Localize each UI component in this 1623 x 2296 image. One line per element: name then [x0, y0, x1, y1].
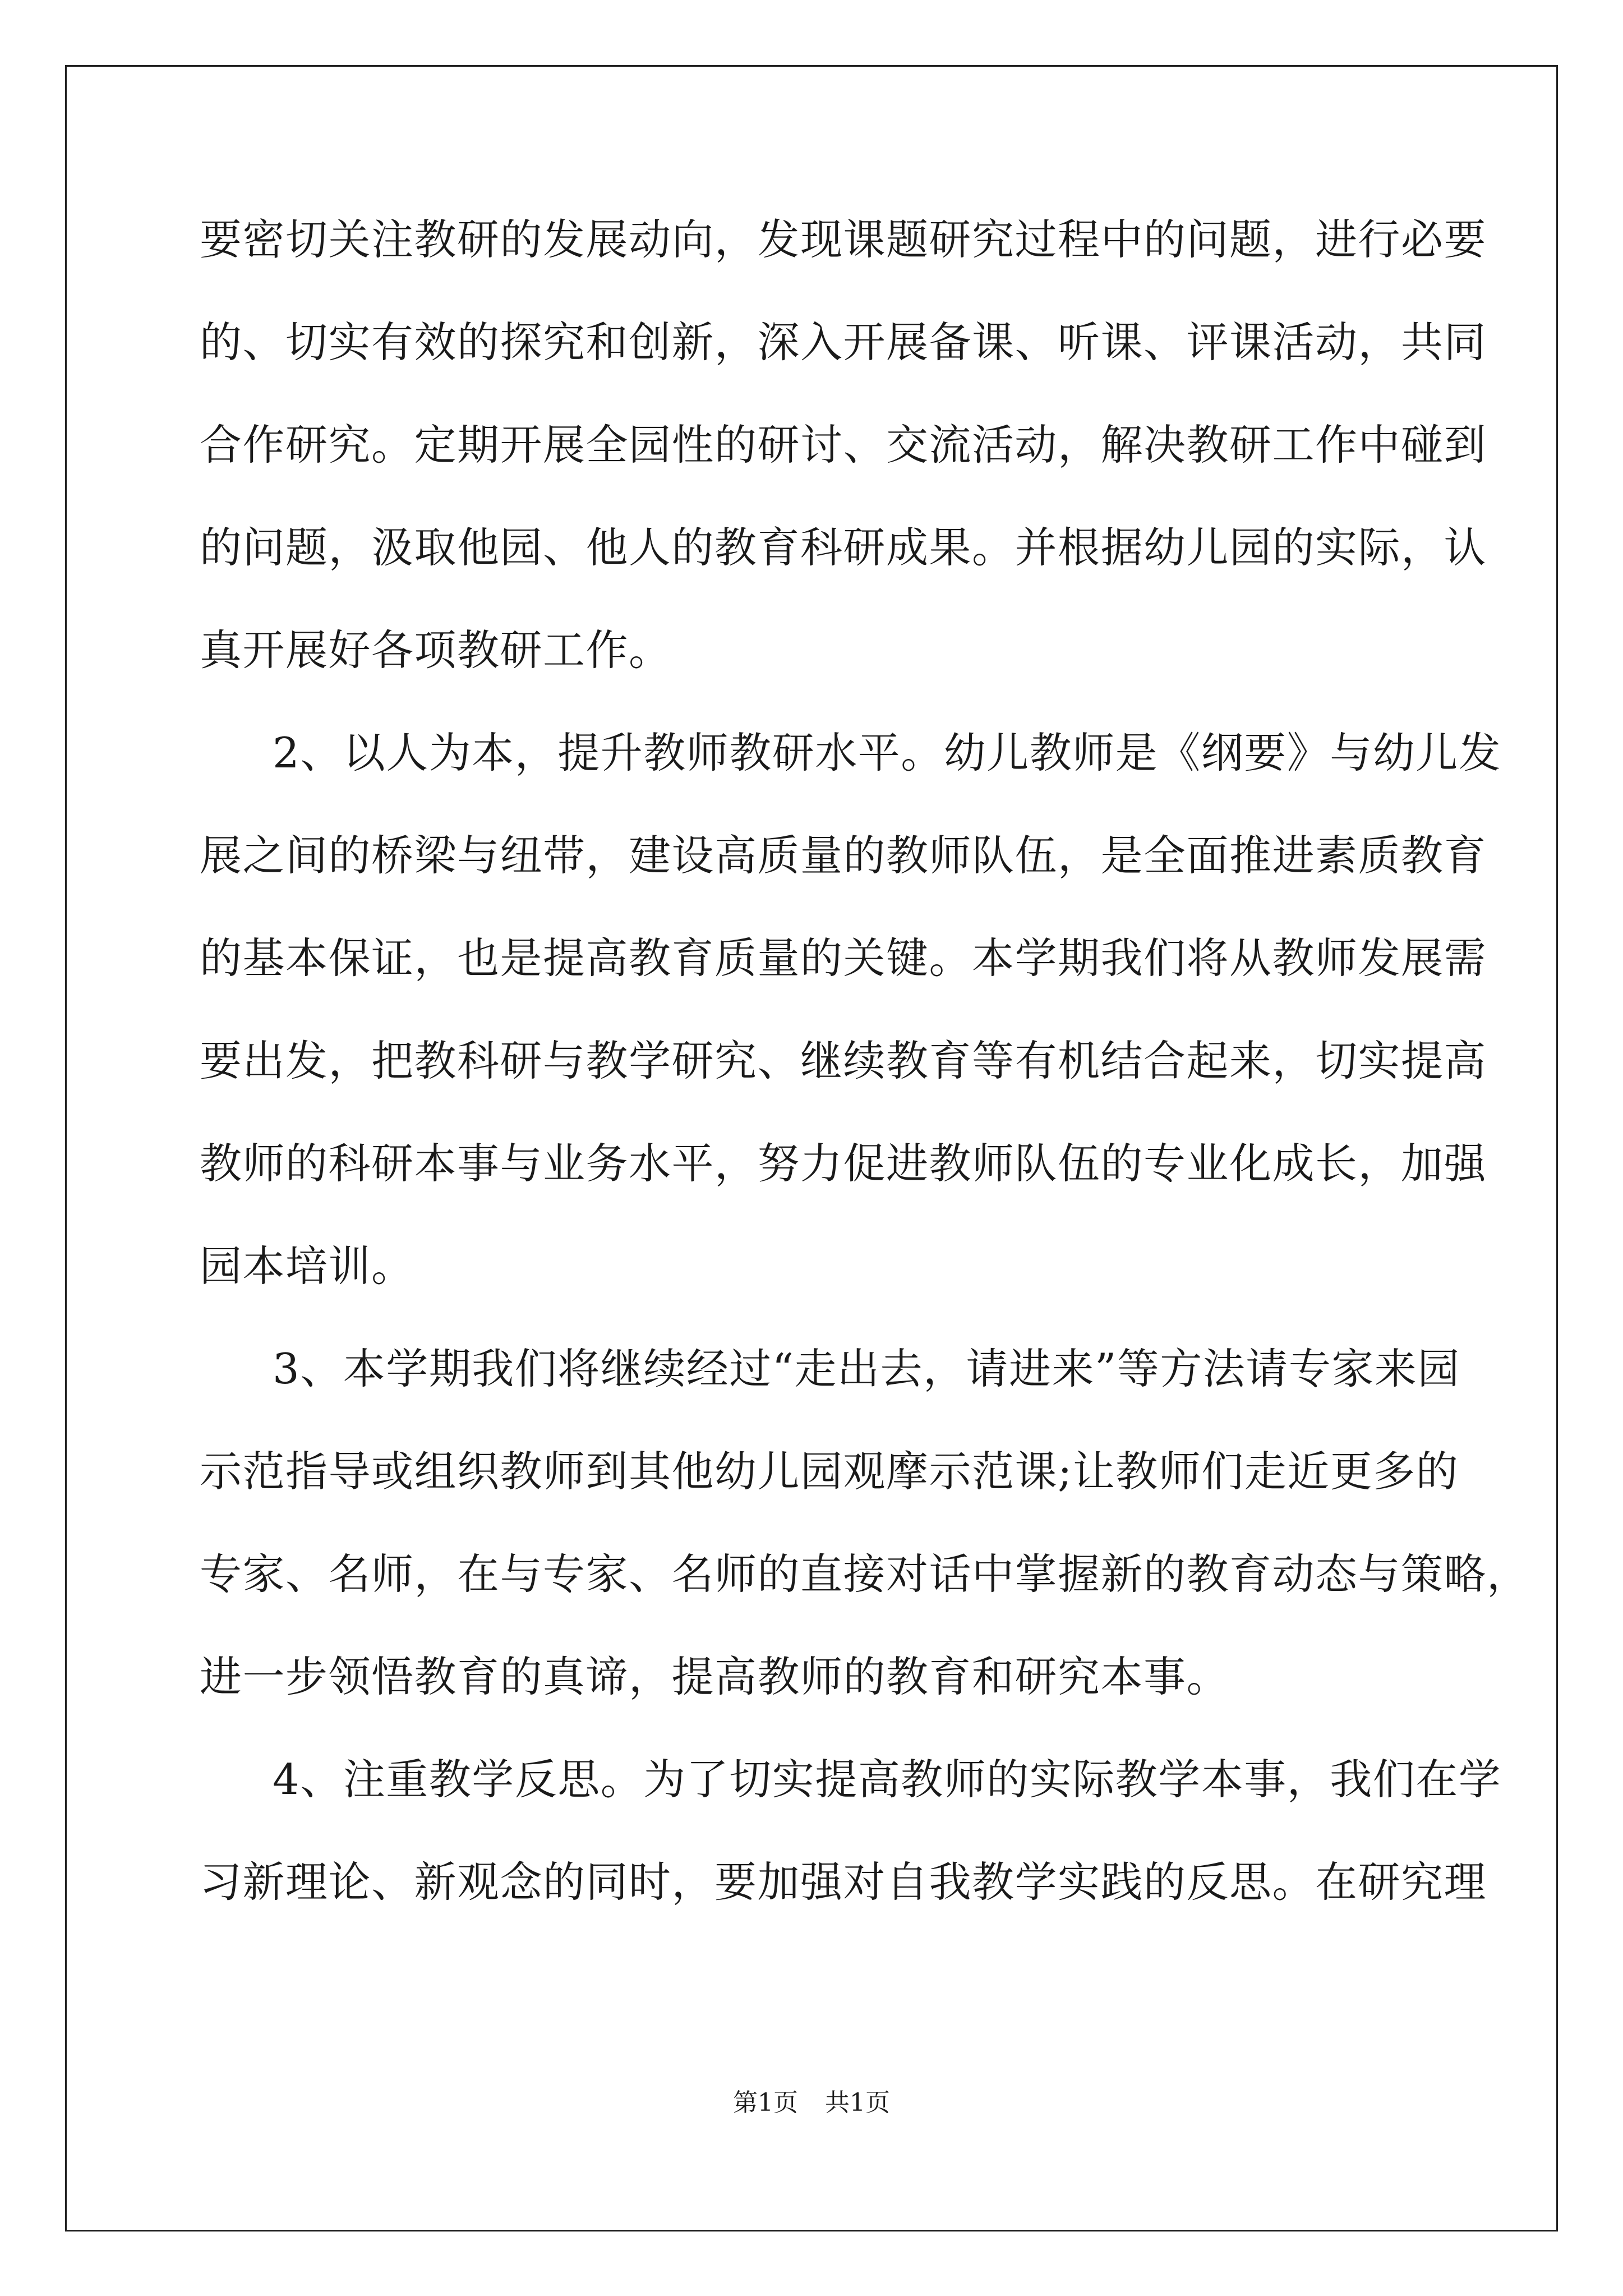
text-line: 进一步领悟教育的真谛，提高教师的教育和研究本事。 — [200, 1652, 1230, 1701]
text-line: 真开展好各项教研工作。 — [200, 625, 672, 675]
text-line: 示范指导或组织教师到其他幼儿园观摩示范课;让教师们走近更多的 — [200, 1447, 1459, 1496]
paragraph-start-line: 3、本学期我们将继续经过“走出去，请进来”等方法请专家来园 — [273, 1344, 1460, 1393]
text-line: 园本培训。 — [200, 1241, 414, 1291]
text-line: 的问题，汲取他园、他人的教育科研成果。并根据幼儿园的实际，认 — [200, 523, 1487, 572]
paragraph-start-line: 4、注重教学反思。为了切实提高教师的实际教学本事，我们在学 — [273, 1755, 1502, 1804]
page-total: 共1页 — [825, 2088, 890, 2117]
page-number: 第1页 — [733, 2088, 798, 2117]
paragraph-start-line: 2、以人为本，提升教师教研水平。幼儿教师是《纲要》与幼儿发 — [273, 728, 1502, 777]
text-line: 展之间的桥梁与纽带，建设高质量的教师队伍，是全面推进素质教育 — [200, 831, 1487, 880]
text-line: 教师的科研本事与业务水平，努力促进教师队伍的专业化成长，加强 — [200, 1139, 1487, 1188]
document-body — [200, 212, 1530, 1957]
text-line: 的、切实有效的探究和创新，深入开展备课、听课、评课活动，共同 — [200, 318, 1487, 367]
text-line: 合作研究。定期开展全园性的研讨、交流活动，解决教研工作中碰到 — [200, 420, 1487, 470]
page-footer — [0, 2082, 1623, 2118]
text-line: 习新理论、新观念的同时，要加强对自我教学实践的反思。在研究理 — [200, 1857, 1487, 1907]
text-line: 要出发，把教科研与教学研究、继续教育等有机结合起来，切实提高 — [200, 1036, 1487, 1085]
text-line: 专家、名师，在与专家、名师的直接对话中掌握新的教育动态与策略， — [200, 1549, 1530, 1599]
text-line: 要密切关注教研的发展动向，发现课题研究过程中的问题，进行必要 — [200, 215, 1487, 264]
text-line: 的基本保证，也是提高教育质量的关键。本学期我们将从教师发展需 — [200, 933, 1487, 983]
